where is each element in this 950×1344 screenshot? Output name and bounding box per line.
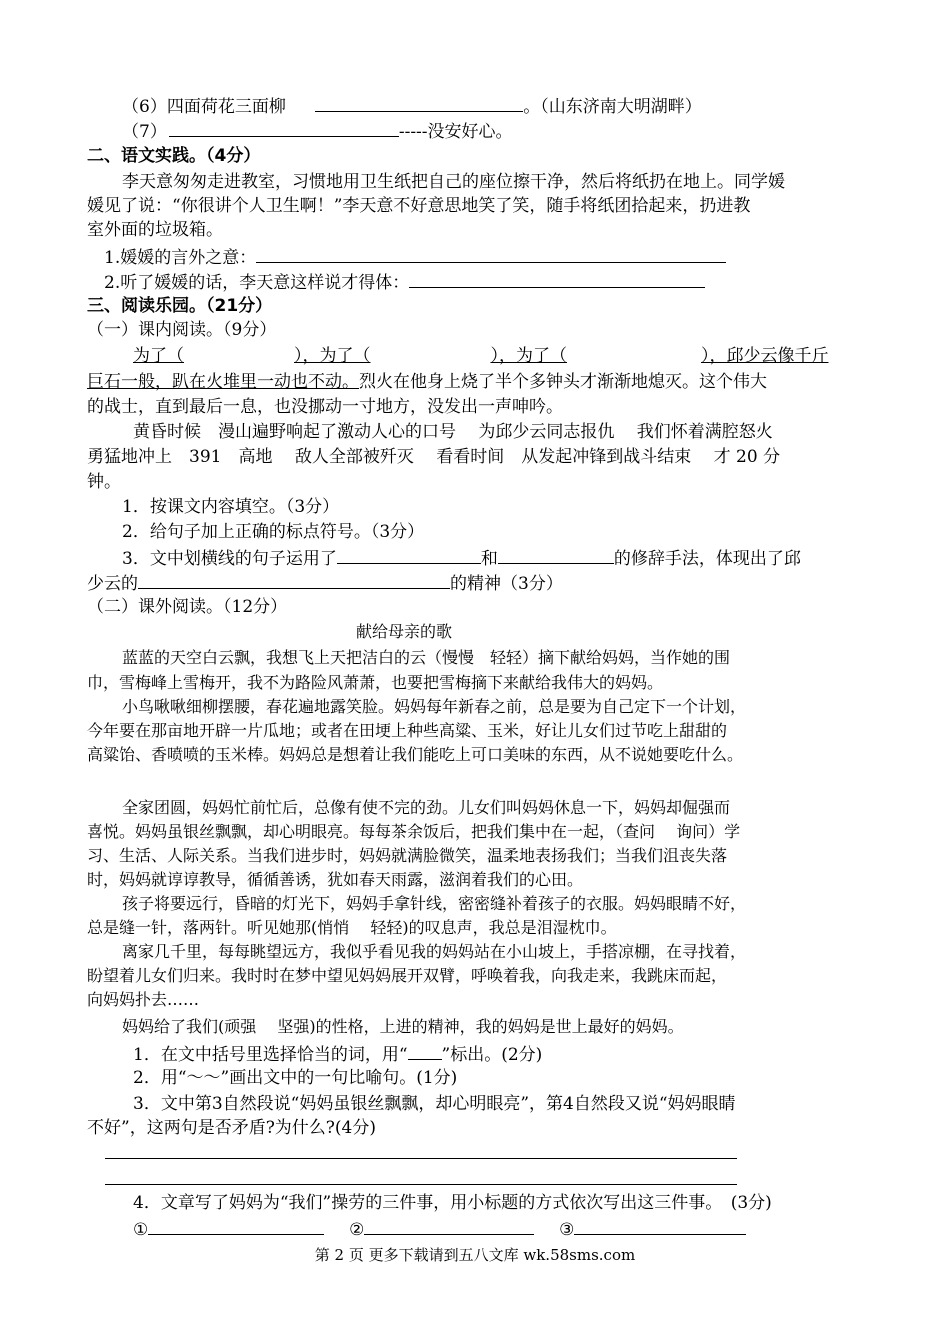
answer-blank[interactable] (567, 344, 701, 368)
outclass-question-3-cont: 不好”，这两句是否矛盾?为什么?(4分) (87, 1118, 376, 1138)
inclass-question-1: 1．按课文内容填空。（3分） (122, 497, 340, 517)
inclass-underlined-line (133, 344, 829, 368)
inclass-question-3-text: 的精神（3分） (450, 574, 563, 594)
inclass-underlined-sentence: 巨石一般，趴在火堆里一动也不动。 (87, 372, 359, 392)
inclass-question-2: 2．给句子加上正确的标点符号。（3分） (122, 522, 425, 542)
inclass-line-4: 黄昏时候 漫山遍野响起了激动人心的口号 为邱少云同志报仇 我们怀着满腔怒火 (133, 422, 773, 442)
inclass-question-3-text: 少云的 (87, 574, 138, 594)
inclass-question-3 (122, 545, 801, 571)
inclass-line-2 (87, 370, 767, 394)
answer-marker-2: ② (349, 1220, 365, 1240)
practice-question-2 (104, 269, 705, 295)
outclass-question-2: 2．用“～～”画出文中的一句比喻句。(1分) (133, 1068, 458, 1088)
outclass-question-1-text: ”标出。(2分) (441, 1045, 543, 1065)
answer-blank[interactable] (315, 93, 523, 112)
answer-blank[interactable] (498, 545, 614, 564)
answer-blank[interactable] (409, 269, 705, 288)
outclass-question-1-text: 1．在文中括号里选择恰当的词，用“ (133, 1045, 408, 1065)
section-heading-reading: 三、阅读乐园。（21分） (87, 296, 273, 316)
inclass-line-3: 的战士，直到最后一息，也没挪动一寸地方，没发出一声呻吟。 (87, 397, 563, 417)
poem-line-6 (122, 93, 702, 119)
answer-marker-3: ③ (559, 1220, 575, 1240)
answer-blank[interactable] (148, 1216, 324, 1235)
practice-question-1 (104, 244, 726, 270)
article-line: 今年要在那亩地开辟一片瓜地；或者在田埂上种些高粱、玉米，好让儿女们过节吃上甜甜的 (87, 721, 728, 740)
answer-mark-example (408, 1041, 442, 1060)
inclass-line-6: 钟。 (87, 472, 121, 492)
practice-paragraph-line: 李天意匆匆走进教室，习惯地用卫生纸把自己的座位擦干净，然后将纸扔在地上。同学媛 (122, 172, 785, 192)
article-line: 高粱饴、香喷喷的玉米棒。妈妈总是想着让我们能吃上可口美味的东西，从不说她要吃什么。 (87, 745, 744, 764)
poem-line-7-text: -----没安好心。 (398, 122, 513, 142)
answer-blank[interactable] (138, 570, 450, 589)
answer-line[interactable] (105, 1158, 737, 1159)
answer-marker-1: ① (133, 1220, 149, 1240)
answer-blank[interactable] (169, 118, 399, 137)
article-line: 全家团圆，妈妈忙前忙后，总像有使不完的劲。儿女们叫妈妈休息一下，妈妈却倔强而 (122, 798, 731, 817)
section-heading-practice: 二、语文实践。（4分） (87, 146, 261, 166)
article-title: 献给母亲的歌 (356, 622, 453, 641)
answer-line[interactable] (105, 1184, 737, 1185)
article-line: 小鸟啾啾细柳摆腰，春花遍地露笑脸。妈妈每年新春之前，总是要为自己定下一个计划， (122, 697, 747, 716)
answer-blank[interactable] (371, 344, 491, 368)
poem-line-7-label: （7） (122, 122, 167, 142)
article-line: 妈妈给了我们(顽强 坚强)的性格，上进的精神，我的妈妈是世上最好的妈妈。 (122, 1017, 684, 1036)
subsection-heading-outclass: （二）课外阅读。（12分） (87, 597, 288, 617)
poem-line-7 (122, 118, 513, 144)
article-line: 蓝蓝的天空白云飘，我想飞上天把洁白的云（慢慢 轻轻）摘下献给妈妈，当作她的围 (122, 648, 731, 667)
inclass-question-3-cont (87, 570, 563, 596)
inclass-line-5: 勇猛地冲上 391 高地 敌人全部被歼灭 看看时间 从发起冲锋到战斗结束 才 20 分 (87, 447, 781, 467)
article-line: 孩子将要远行，昏暗的灯光下，妈妈手拿针线，密密缝补着孩子的衣服。妈妈眼睛不好， (122, 894, 747, 913)
page-footer: 第 2 页 更多下载请到五八文库 wk.58sms.com (314, 1246, 636, 1264)
article-line: 时，妈妈就谆谆教导，循循善诱，犹如春天雨露，滋润着我们的心田。 (87, 870, 584, 889)
inclass-question-3-text: 的修辞手法，体现出了邱 (613, 549, 801, 569)
outclass-question-4: 4．文章写了妈妈为“我们”操劳的三件事，用小标题的方式依次写出这三件事。 (3分) (133, 1193, 772, 1213)
inclass-question-3-text: 和 (480, 549, 498, 569)
inclass-text: 为了（ (133, 346, 184, 366)
outclass-question-4-answers (133, 1216, 746, 1242)
answer-blank[interactable] (256, 244, 726, 263)
practice-paragraph-line: 室外面的垃圾箱。 (87, 220, 223, 240)
inclass-text: ），邱少云像千斤 (701, 346, 829, 366)
answer-blank[interactable] (574, 1216, 746, 1235)
article-line: 喜悦。妈妈虽银丝飘飘，却心明眼亮。每每茶余饭后，把我们集中在一起，（查问 询问）学 (87, 822, 741, 841)
article-line: 向妈妈扑去…… (87, 990, 200, 1009)
inclass-text: 烈火在他身上烧了半个多钟头才渐渐地熄灭。这个伟大 (359, 372, 767, 392)
practice-paragraph-line: 媛见了说：“你很讲个人卫生啊！”李天意不好意思地笑了笑，随手将纸团拾起来，扔进教 (87, 196, 751, 216)
answer-blank[interactable] (364, 1216, 534, 1235)
answer-blank[interactable] (337, 545, 481, 564)
inclass-question-3-text: 3．文中划横线的句子运用了 (122, 549, 337, 569)
practice-question-1-text: 1.媛媛的言外之意： (104, 248, 257, 268)
poem-line-6-text: （6）四面荷花三面柳 (122, 97, 286, 117)
outclass-question-1 (133, 1041, 542, 1067)
subsection-heading-inclass: （一）课内阅读。（9分） (87, 320, 277, 340)
poem-line-6-note: 。（山东济南大明湖畔） (523, 97, 702, 117)
practice-question-2-text: 2.听了媛媛的话，李天意这样说才得体： (104, 273, 410, 293)
answer-blank[interactable] (184, 344, 294, 368)
article-line: 习、生活、人际关系。当我们进步时，妈妈就满脸微笑，温柔地表扬我们；当我们沮丧失落 (87, 846, 728, 865)
article-line: 总是缝一针，落两针。听见她那(悄悄 轻轻)的叹息声，我总是泪湿枕巾。 (87, 918, 617, 937)
inclass-text: ），为了（ (294, 346, 371, 366)
inclass-text: ），为了（ (490, 346, 567, 366)
article-line: 离家几千里，每每眺望远方，我似乎看见我的妈妈站在小山坡上，手搭凉棚，在寻找着， (122, 942, 747, 961)
article-line: 盼望着儿女们归来。我时时在梦中望见妈妈展开双臂，呼唤着我，向我走来，我跳床而起， (87, 966, 728, 985)
article-line: 巾，雪梅峰上雪梅开，我不为路险风萧萧，也要把雪梅摘下来献给我伟大的妈妈。 (87, 673, 664, 692)
outclass-question-3: 3．文中第3自然段说“妈妈虽银丝飘飘，却心明眼亮”，第4自然段又说“妈妈眼睛 (133, 1094, 736, 1114)
